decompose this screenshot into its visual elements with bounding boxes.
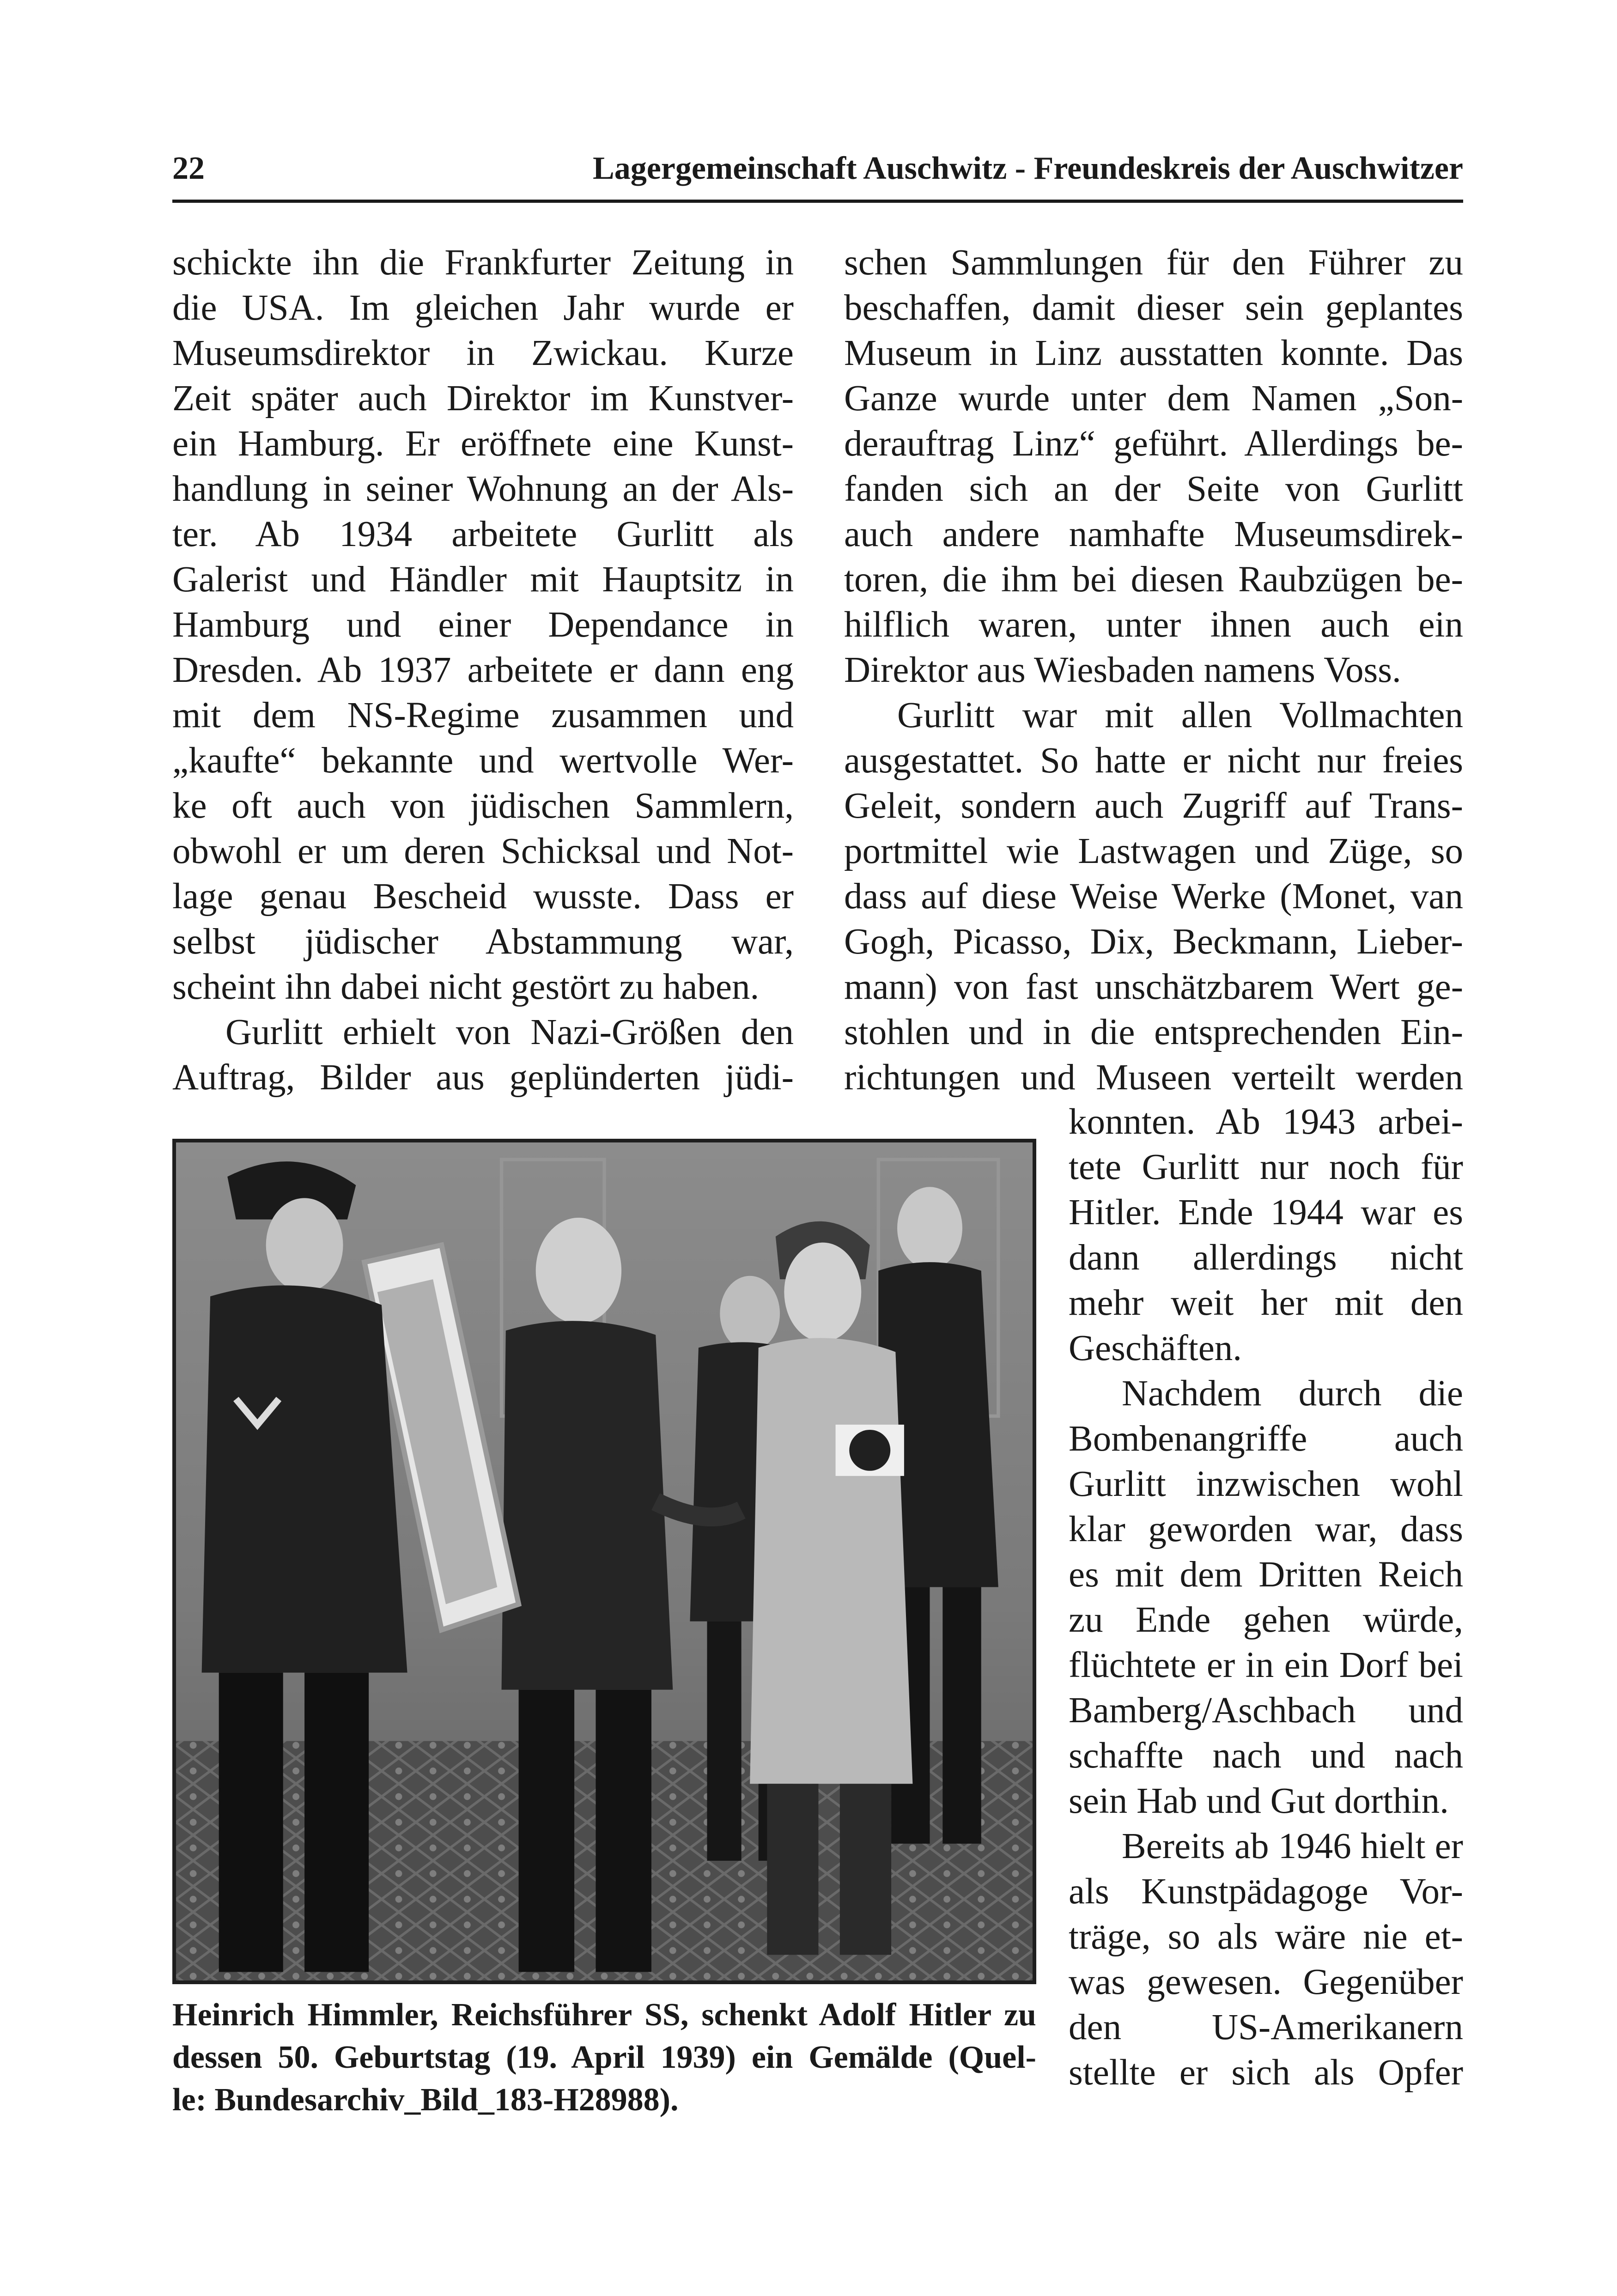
text-line: flüchtete er in ein Dorf bei: [1069, 1645, 1463, 1685]
text-line: Museum in Linz ausstatten konnte. Das: [844, 333, 1463, 373]
text-line: Geschäften.: [1069, 1328, 1242, 1368]
caption-line: Heinrich Himmler, Reichsführer SS, schenkt Adolf Hitler zu: [172, 1997, 1036, 2033]
text-line: Gurlitt war mit allen Vollmachten: [897, 695, 1463, 735]
page-number: 22: [172, 151, 205, 186]
text-line: ter. Ab 1934 arbeitete Gurlitt als: [172, 514, 794, 554]
text-line: Gurlitt inzwischen wohl: [1069, 1464, 1463, 1504]
text-line: Dresden. Ab 1937 arbeitete er dann eng: [172, 650, 794, 690]
text-line: Hitler. Ende 1944 war es: [1069, 1192, 1463, 1233]
text-line: auch andere namhafte Museumsdirek-: [844, 514, 1463, 554]
text-line: Direktor aus Wiesbaden namens Voss.: [844, 650, 1401, 690]
text-line: mehr weit her mit den: [1069, 1283, 1463, 1323]
text-line: tete Gurlitt nur noch für: [1069, 1147, 1463, 1187]
running-title: Lagergemeinschaft Auschwitz - Freundeskreis der Auschwitzer: [593, 151, 1463, 186]
text-line: dass auf diese Weise Werke (Monet, van: [844, 876, 1463, 917]
text-line: Bombenangriffe auch: [1069, 1419, 1463, 1459]
text-line: was gewesen. Gegenüber: [1069, 1962, 1463, 2002]
figure-caption: [172, 1994, 1036, 2121]
text-line: schaffte nach und nach: [1069, 1736, 1463, 1776]
text-line: „kaufte“ bekannte und wertvolle Wer-: [172, 741, 794, 781]
text-line: ein Hamburg. Er eröffnete eine Kunst-: [172, 424, 794, 464]
text-line: richtungen und Museen verteilt werden: [844, 1057, 1463, 1098]
text-line: derauftrag Linz“ geführt. Allerdings be-: [844, 424, 1463, 464]
text-line: Geleit, sondern auch Zugriff auf Trans-: [844, 786, 1463, 826]
right-column-bottom: [1069, 1099, 1463, 2096]
text-line: Ganze wurde unter dem Namen „Son-: [844, 378, 1463, 419]
text-line: Galerist und Händler mit Hauptsitz in: [172, 559, 794, 600]
text-line: hilflich waren, unter ihnen auch ein: [844, 605, 1463, 645]
text-line: schickte ihn die Frankfurter Zeitung in: [172, 243, 794, 283]
text-line: schen Sammlungen für den Führer zu: [844, 243, 1463, 283]
text-line: Museumsdirektor in Zwickau. Kurze: [172, 333, 794, 373]
text-line: lage genau Bescheid wusste. Dass er: [172, 876, 794, 917]
caption-line: le: Bundesarchiv_Bild_183-H28988).: [172, 2082, 679, 2118]
text-line: stellte er sich als Opfer: [1069, 2053, 1463, 2093]
text-line: Nachdem durch die: [1122, 1373, 1463, 1414]
text-line: Gogh, Picasso, Dix, Beckmann, Lieber-: [844, 922, 1463, 962]
text-line: dann allerdings nicht: [1069, 1238, 1463, 1278]
text-line: obwohl er um deren Schicksal und Not-: [172, 831, 794, 871]
text-line: portmittel wie Lastwagen und Züge, so: [844, 831, 1463, 871]
text-line: selbst jüdischer Abstammung war,: [172, 922, 794, 962]
text-line: Zeit später auch Direktor im Kunstver-: [172, 378, 794, 419]
text-line: konnten. Ab 1943 arbei-: [1069, 1102, 1463, 1142]
text-line: ke oft auch von jüdischen Sammlern,: [172, 786, 794, 826]
text-line: Auftrag, Bilder aus geplünderten jüdi-: [172, 1057, 794, 1098]
text-line: mit dem NS-Regime zusammen und: [172, 695, 794, 735]
text-line: scheint ihn dabei nicht gestört zu haben.: [172, 967, 760, 1007]
caption-line: dessen 50. Geburtstag (19. April 1939) ein Gemälde (Quel-: [172, 2040, 1036, 2075]
text-line: mann) von fast unschätzbarem Wert ge-: [844, 967, 1463, 1007]
text-line: klar geworden war, dass: [1069, 1509, 1463, 1549]
text-line: träge, so als wäre nie et-: [1069, 1917, 1463, 1957]
text-line: Gurlitt erhielt von Nazi-Größen den: [225, 1012, 794, 1052]
text-line: den US-Amerikanern: [1069, 2007, 1463, 2047]
photo-illustration: [176, 1142, 1033, 1980]
text-line: fanden sich an der Seite von Gurlitt: [844, 469, 1463, 509]
text-line: beschaffen, damit dieser sein geplantes: [844, 288, 1463, 328]
text-line: es mit dem Dritten Reich: [1069, 1555, 1463, 1595]
historical-photo: [172, 1139, 1036, 1984]
text-line: zu Ende gehen würde,: [1069, 1600, 1463, 1640]
text-line: Bereits ab 1946 hielt er: [1122, 1826, 1463, 1866]
text-line: toren, die ihm bei diesen Raubzügen be-: [844, 559, 1463, 600]
text-line: die USA. Im gleichen Jahr wurde er: [172, 288, 794, 328]
right-column-top: [844, 240, 1463, 1100]
text-line: Hamburg und einer Dependance in: [172, 605, 794, 645]
header-rule: [172, 200, 1463, 203]
left-column: [172, 240, 794, 1100]
text-line: als Kunstpädagoge Vor-: [1069, 1871, 1463, 1912]
text-line: Bamberg/Aschbach und: [1069, 1690, 1463, 1731]
text-line: handlung in seiner Wohnung an der Als-: [172, 469, 794, 509]
text-line: sein Hab und Gut dorthin.: [1069, 1781, 1449, 1821]
text-line: ausgestattet. So hatte er nicht nur freies: [844, 741, 1463, 781]
text-line: stohlen und in die entsprechenden Ein-: [844, 1012, 1463, 1052]
